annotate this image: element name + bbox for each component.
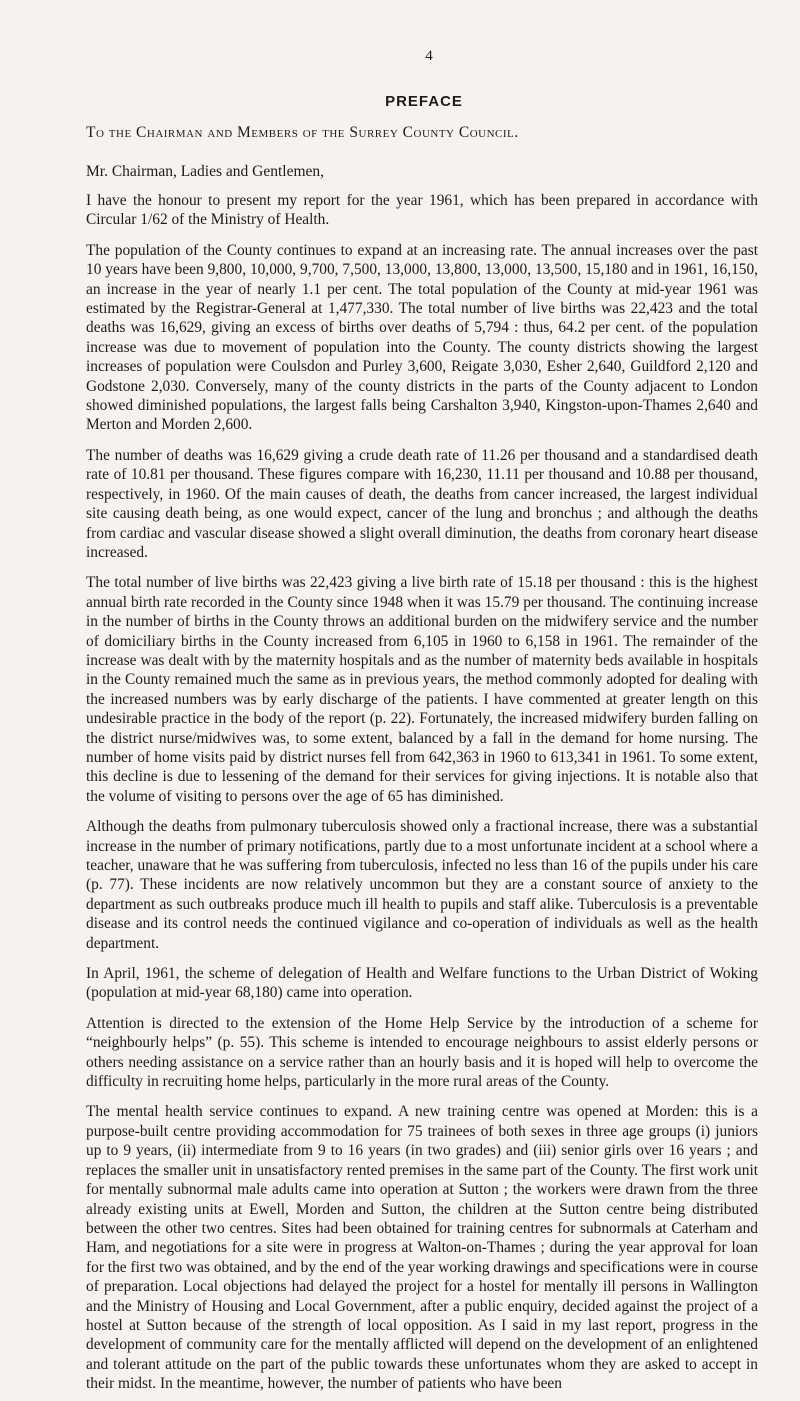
paragraph-births: The total number of live births was 22,423 giving a live birth rate of 15.18 per thousand : this is the highest annual birth rate recorded in the County since 1948 when it was 15.79 per thousand. The continuing increase in the number of births in the County throws an additional burden on the midwifery service and the number of domiciliary births in the County increased from 6,105 in 1960 to 6,158 in 1961. The remainder of the increase was dealt with by the maternity hospitals and as the number of maternity beds available in hospitals in the County remained much the same as in previous years, the method commonly adopted for dealing with the increased numbers was by early discharge of the patients. I have commented at greater length on this undesirable practice in the body of the report (p. 22). Fortunately, the increased midwifery burden falling on the district nurse/midwives was, to some extent, balanced by a fall in the demand for home nursing. The number of home visits paid by district nurses fell from 642,363 in 1960 to 613,341 in 1961. To some extent, this decline is due to lessening of the demand for their services for giving injections. It is notable also that the volume of visiting to persons over the age of 65 has diminished.: [86, 574, 758, 805]
paragraph-home-help: Attention is directed to the extension of the Home Help Service by the introduction of a scheme for “neighbourly helps” (p. 55). This scheme is intended to encourage neighbours to assist elderly persons or others needing assistance on a service rather than an hourly basis and it is hoped will help to overcome the difficulty in recruiting home helps, particularly in the more rural areas of the County.: [86, 1014, 758, 1091]
address-line: To the Chairman and Members of the Surrey County Council.: [86, 124, 519, 141]
paragraph-tuberculosis: Although the deaths from pulmonary tuberculosis showed only a fractional increase, there was a substantial increase in the number of primary notifications, partly due to a most unfortunate incident at a school where a teacher, unaware that he was suffering from tuberculosis, infected no less than 16 of the pupils under his care (p. 77). These incidents are now relatively uncommon but they are a constant source of anxiety to the department as such outbreaks produce much ill health to pupils and staff alike. Tuberculosis is a preventable disease and its control needs the continued vigilance and co-operation of individuals as well as the health department.: [86, 818, 758, 952]
paragraph-delegation: In April, 1961, the scheme of delegation of Health and Welfare functions to the Urban District of Woking (population at mid-year 68,180) came into operation.: [86, 965, 758, 1002]
page-number: 4: [425, 48, 433, 64]
paragraph-report-intro: I have the honour to present my report for the year 1961, which has been prepared in accordance with Circular 1/62 of the Ministry of Health.: [86, 192, 758, 229]
paragraph-mental-health: The mental health service continues to expand. A new training centre was opened at Morden: this is a purpose-built centre providing accommodation for 75 trainees of both sexes in three age groups (i) juniors up to 9 years, (ii) intermediate from 9 to 16 years (in two grades) and (iii) senior girls over 16 years ; and replaces the smaller unit in unsatisfactory rented premises in the same part of the County. The first work unit for mentally subnormal male adults came into operation at Sutton ; the workers were drawn from the three already existing units at Ewell, Morden and Sutton, the children at the Sutton centre being distributed between the other two centres. Sites had been obtained for training centres for subnormals at Caterham and Ham, and negotiations for a site were in progress at Walton-on-Thames ; during the year approval for loan for the first two was obtained, and by the end of the year working drawings and specifications were in course of preparation. Local objections had delayed the project for a hostel for mentally ill persons in Wallington and the Ministry of Housing and Local Government, after a public enquiry, decided against the project of a hostel at Sutton because of the strength of local opposition. As I said in my last report, progress in the development of community care for the mentally afflicted will depend on the development of an enlightened and tolerant attitude on the part of the public towards these unfortunates whom they are asked to accept in their midst. In the meantime, however, the number of patients who have been: [86, 1103, 758, 1393]
paragraph-deaths: The number of deaths was 16,629 giving a crude death rate of 11.26 per thousand and a standardised death rate of 10.81 per thousand. These figures compare with 16,230, 11.11 per thousand and 10.88 per thousand, respectively, in 1960. Of the main causes of death, the deaths from cancer increased, the largest individual site causing death being, as one would expect, cancer of the lung and bronchus ; and although the deaths from cardiac and vascular disease showed a slight overall diminution, the deaths from coronary heart disease increased.: [86, 446, 758, 561]
salutation: Mr. Chairman, Ladies and Gentlemen,: [86, 163, 325, 180]
paragraph-population: The population of the County continues to expand at an increasing rate. The annual increases over the past 10 years have been 9,800, 10,000, 9,700, 7,500, 13,000, 13,800, 13,000, 13,500, 15,180 and in 1961, 16,150, an increase in the year of nearly 1.1 per cent. The total population of the County at mid-year 1961 was estimated by the Registrar-General at 1,477,330. The total number of live births was 22,423 and the total deaths was 16,629, giving an excess of births over deaths of 5,794 : thus, 64.2 per cent. of the population increase was due to movement of population into the County. The county districts showing the largest increases of population were Coulsdon and Purley 3,600, Reigate 3,030, Esher 2,640, Guildford 2,120 and Godstone 2,030. Conversely, many of the county districts in the parts of the County adjacent to London showed diminished populations, the largest falls being Carshalton 3,940, Kingston-upon-Thames 2,640 and Merton and Morden 2,600.: [86, 241, 758, 434]
page-title: PREFACE: [385, 93, 463, 110]
